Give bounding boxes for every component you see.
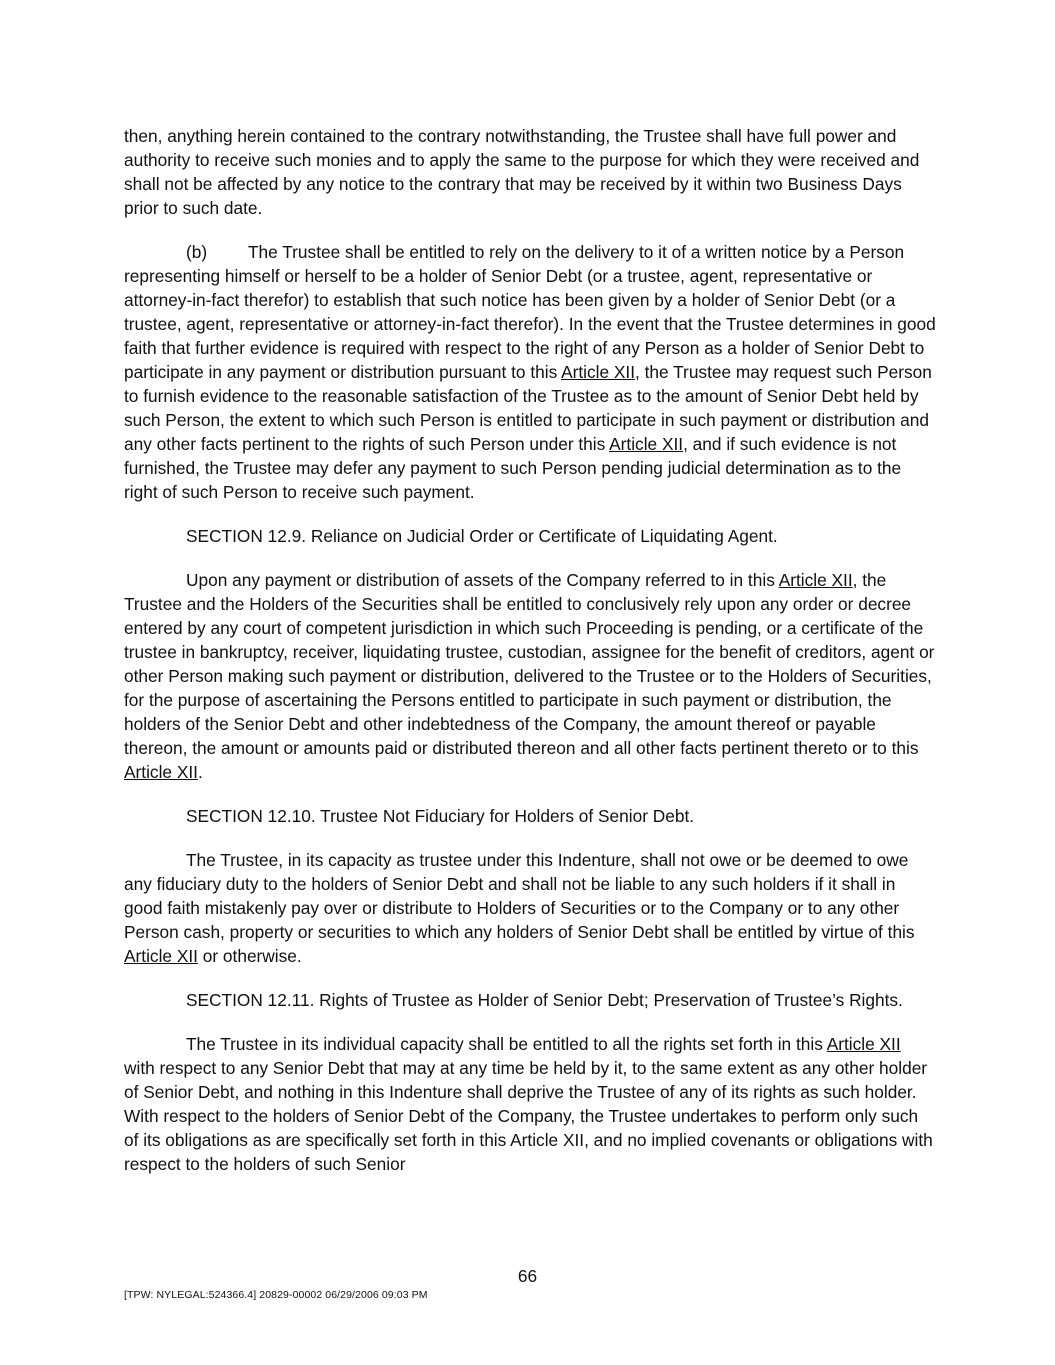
paragraph-text: The Trustee, in its capacity as trustee under this Indenture, shall not owe or be deemed to owe any fiduciary duty to the holders of Senior Debt and shall not be liable to any such holders if it shall in good faith mistakenly pay over or distribute to Holders of Securities or to the Company or to any other Person cash, property or securities to which any holders of Senior Debt shall be entitled by virtue of this [124,850,915,942]
paragraph-text: Upon any payment or distribution of assets of the Company referred to in this [186,570,779,590]
paragraph-text: , the Trustee may request such Person to furnish evidence to the reasonable satisfaction of the Trustee as to the amount of Senior Debt held by such Person, the extent to which such Person is entitled to participate in such payment or distribution and any other facts pertinent to the rights of such Person under this [124,362,932,454]
section-12-11-heading: SECTION 12.11. Rights of Trustee as Holder of Senior Debt; Preservation of Trustee’s Rights. [186,990,903,1010]
paragraph-text: , and if such evidence is not furnished, the Trustee may defer any payment to such Person pending judicial determination as to the right of such Person to receive such payment. [124,434,902,502]
document-page [124,124,936,1196]
article-xii-reference: Article XII [609,434,684,454]
paragraph-b [124,240,936,504]
paragraph-text: . [197,762,203,782]
paragraph-text: or otherwise. [197,946,302,966]
article-xii-reference: Article XII [124,946,198,966]
paragraph-text: The Trustee shall be entitled to rely on the delivery to it of a written notice by a Person representing himself or herself to be a holder of Senior Debt (or a trustee, agent, representative or attorney-in-fact therefor) to establish that such notice has been given by a holder of Senior Debt (or a trustee, agent, representative or attorney-in-fact therefor). In the event that the Trustee determines in good faith that further evidence is required with respect to the right of any Person as a holder of Senior Debt to participate in any payment or distribution pursuant to this [124,242,936,382]
section-12-9-body [124,568,936,784]
section-12-10-heading: SECTION 12.10. Trustee Not Fiduciary for Holders of Senior Debt. [186,806,695,826]
section-12-9-heading: SECTION 12.9. Reliance on Judicial Order or Certificate of Liquidating Agent. [186,526,778,546]
article-xii-reference: Article XII [124,762,198,782]
article-xii-reference: Article XII [826,1034,901,1054]
paragraph-text: , the Trustee and the Holders of the Securities shall be entitled to conclusively rely upon any order or decree entered by any court of competent jurisdiction in which such Proceeding is pending, or a certificate of the trustee in bankruptcy, receiver, liquidating trustee, custodian, assignee for the benefit of creditors, agent or other Person making such payment or distribution, delivered to the Trustee or to the Holders of Securities, for the purpose of ascertaining the Persons entitled to participate in such payment or distribution, the holders of the Senior Debt and other indebtedness of the Company, the amount thereof or payable thereon, the amount or amounts paid or distributed thereon and all other facts pertinent thereto or to this [124,570,935,758]
paragraph-continuation: then, anything herein contained to the contrary notwithstanding, the Trustee shall have full power and authority to receive such monies and to apply the same to the purpose for which they were received and shall not be affected by any notice to the contrary that may be received by it within two Business Days prior to such date. [124,126,920,218]
document-footer: [TPW: NYLEGAL:524366.4] 20829-00002 06/29/2006 09:03 PM [124,1289,428,1301]
page-number: 66 [517,1266,538,1286]
paragraph-text: with respect to any Senior Debt that may at any time be held by it, to the same extent as any other holder of Senior Debt, and nothing in this Indenture shall deprive the Trustee of any of its rights as such holder. With respect to the holders of Senior Debt of the Company, the Trustee undertakes to perform only such of its obligations as are specifically set forth in this Article XII, and no implied covenants or obligations with respect to the holders of such Senior [124,1058,933,1174]
subsection-label: (b) [186,242,208,262]
paragraph-text: The Trustee in its individual capacity shall be entitled to all the rights set forth in this [186,1034,827,1054]
article-xii-reference: Article XII [778,570,853,590]
article-xii-reference: Article XII [561,362,636,382]
section-12-10-body [124,848,936,968]
section-12-11-body [124,1032,936,1176]
